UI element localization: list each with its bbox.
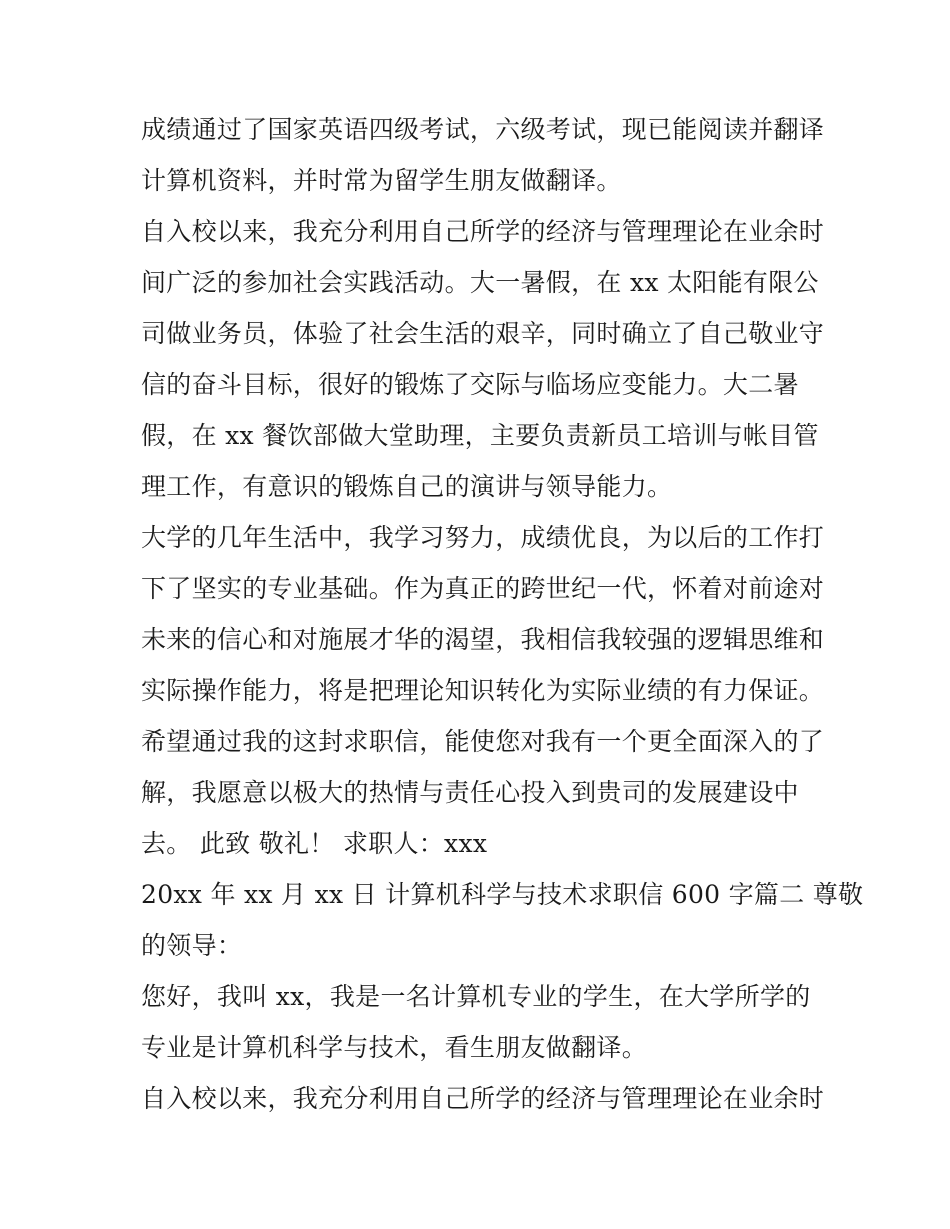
text-line: 司做业务员，体验了社会生活的艰辛，同时确立了自己敬业守 — [141, 319, 825, 348]
text-line: 成绩通过了国家英语四级考试，六级考试，现已能阅读并翻译 — [141, 115, 825, 144]
text-line: 的领导： — [141, 931, 243, 960]
text-line: 假，在 xx 餐饮部做大堂助理，主要负责新员工培训与帐目管 — [141, 421, 819, 450]
text-line: 自入校以来，我充分利用自己所学的经济与管理理论在业余时 — [141, 1084, 825, 1113]
text-line: 下了坚实的专业基础。作为真正的跨世纪一代，怀着对前途对 — [141, 574, 825, 603]
document-body — [141, 104, 864, 1124]
text-line: 计算机资料，并时常为留学生朋友做翻译。 — [141, 166, 622, 195]
text-line: 自入校以来，我充分利用自己所学的经济与管理理论在业余时 — [141, 217, 825, 246]
text-line: 专业是计算机科学与技术，看生朋友做翻译。 — [141, 1033, 648, 1062]
text-line: 理工作，有意识的锻炼自己的演讲与领导能力。 — [141, 472, 673, 501]
text-line: 间广泛的参加社会实践活动。大一暑假，在 xx 太阳能有限公 — [141, 268, 819, 297]
text-line: 实际操作能力，将是把理论知识转化为实际业绩的有力保证。 — [141, 676, 825, 705]
text-line: 希望通过我的这封求职信，能使您对我有一个更全面深入的了 — [141, 727, 825, 756]
text-line: 您好，我叫 xx，我是一名计算机专业的学生，在大学所学的 — [141, 982, 811, 1011]
text-line: 未来的信心和对施展才华的渴望，我相信我较强的逻辑思维和 — [141, 625, 825, 654]
text-line: 信的奋斗目标，很好的锻炼了交际与临场应变能力。大二暑 — [141, 370, 799, 399]
text-line: 解，我愿意以极大的热情与责任心投入到贵司的发展建设中 — [141, 778, 799, 807]
text-line: 大学的几年生活中，我学习努力，成绩优良，为以后的工作打 — [141, 523, 825, 552]
text-line: 去。 此致 敬礼！ 求职人：xxx — [141, 829, 488, 858]
text-line: 20xx 年 xx 月 xx 日 计算机科学与技术求职信 600 字篇二 尊敬 — [141, 880, 864, 909]
